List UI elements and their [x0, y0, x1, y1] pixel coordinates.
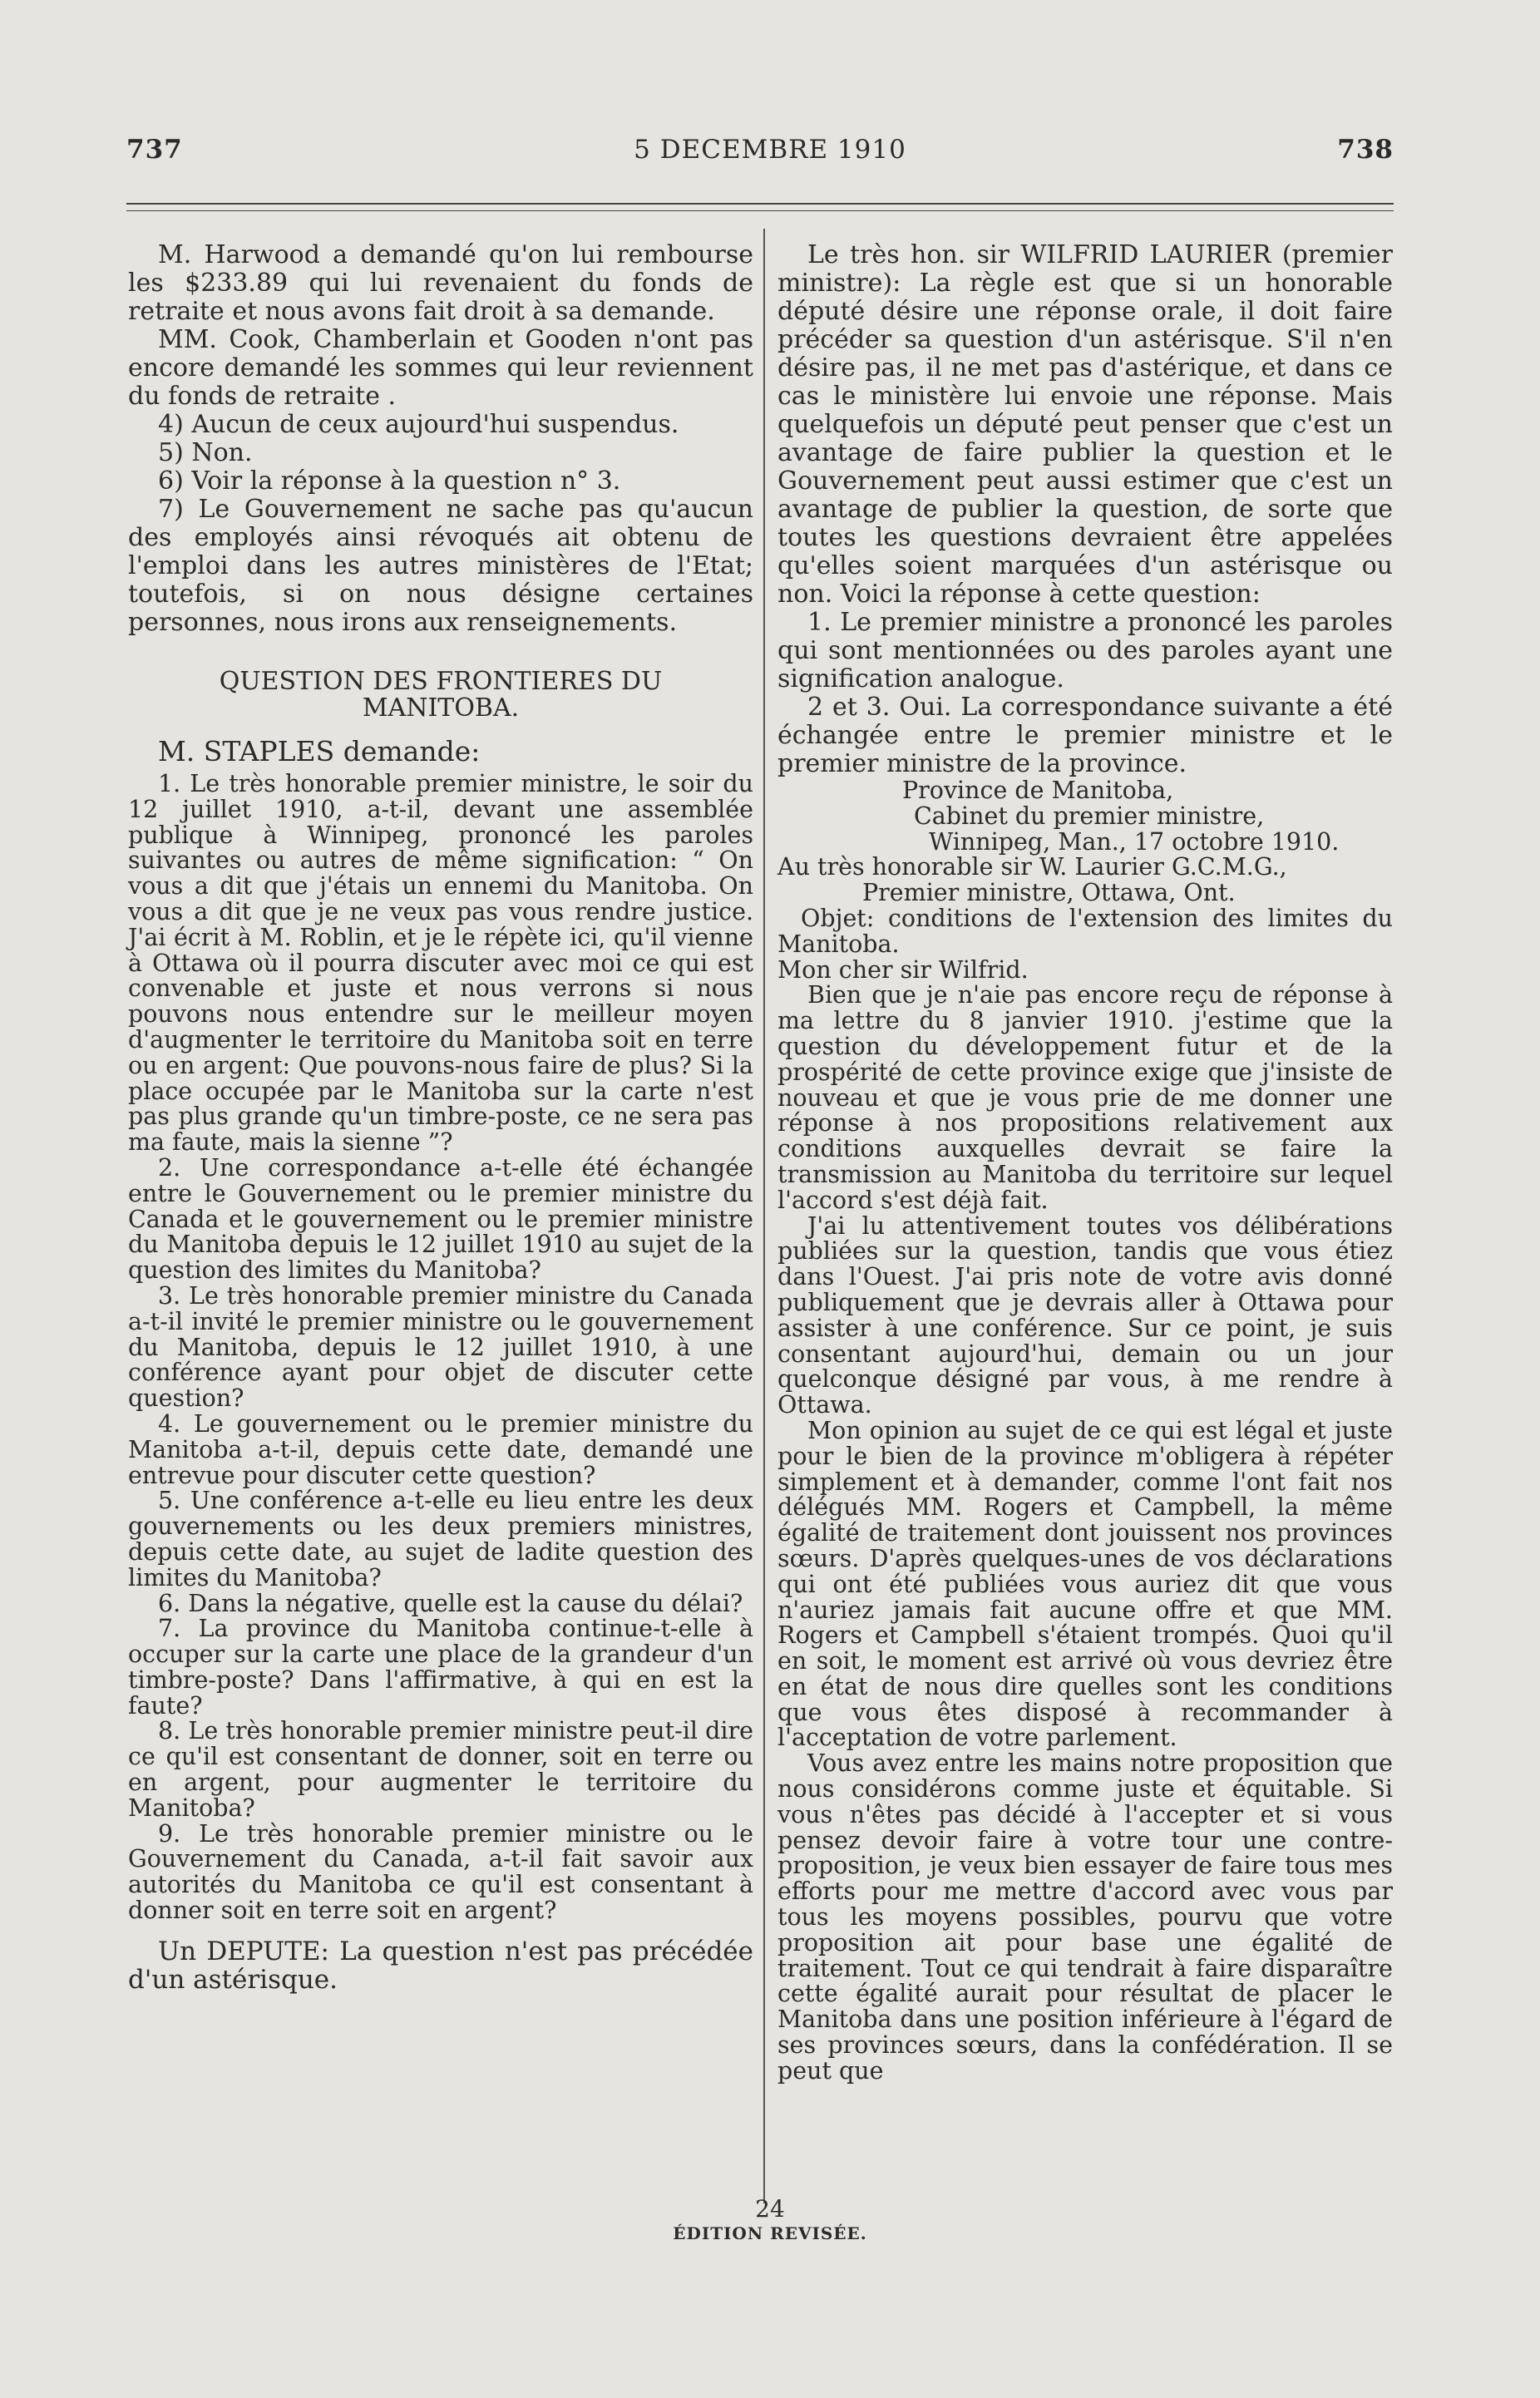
left-page-number: 737 — [126, 135, 183, 165]
question-asker: M. STAPLES demande: — [158, 735, 481, 767]
question-item: 2. Une correspondance a-t-elle été échangée entre le Gouvernement ou le premier ministre du Canada et le gouvernement ou le premier ministre du Manitoba depuis le 12 juillet 1910 au sujet de la question des limites du Manitoba? — [128, 1153, 753, 1285]
letter-address: Winnipeg, Man., 17 octobre 1910. — [929, 827, 1340, 856]
page-date: 5 DECEMBRE 1910 — [634, 135, 906, 165]
question-item: 9. Le très honorable premier ministre ou le Gouvernement du Canada, a-t-il fait savoir aux autorités du Manitoba ce qu'il est consentant à donner soit en terre soit en argent? — [128, 1819, 753, 1925]
question-item: 3. Le très honorable premier ministre du Canada a-t-il invité le premier ministre ou le gouvernement du Manitoba, depuis le 12 juillet 1910, à une conférence ayant pour objet de discuter cette question? — [128, 1281, 753, 1413]
column-divider — [763, 229, 765, 2203]
letter-recipient: Premier ministre, Ottawa, Ont. — [862, 879, 1236, 907]
paragraph: 1. Le premier ministre a prononcé les paroles qui sont mentionnées ou des paroles ayant une signification analogue. — [777, 608, 1393, 693]
letter-paragraph: Vous avez entre les mains notre proposition que nous considérons comme juste et équitable. Si vous n'êtes pas décidé à l'accepter et si vous pensez devoir faire à votre tour une contre-proposition, je veux bien essayer de faire tous mes efforts pour me mettre d'accord avec vous par tous les moyens possibles, pourvu que votre proposition ait pour base une égalité de traitement. Tout ce qui tendrait à faire disparaître cette égalité aurait pour résultat de placer le Manitoba dans une position inférieure à l'égard de ses provinces sœurs, dans la confédération. Il se peut que — [777, 1749, 1393, 2085]
paragraph: 7) Le Gouvernement ne sache pas qu'aucun des employés ainsi révoqués ait obtenu de l'emploi dans les autres ministères de l'Etat; toutefois, si on nous désigne certaines personnes, nous irons aux renseignements. — [128, 495, 753, 637]
letter-address: Cabinet du premier ministre, — [914, 802, 1265, 830]
right-column — [777, 241, 1393, 2085]
signature-mark: 24 — [755, 2195, 785, 2223]
question-list — [128, 772, 753, 1924]
edition-note: ÉDITION REVISÉE. — [673, 2223, 867, 2243]
paragraph: 5) Non. — [158, 438, 253, 467]
question-item: 7. La province du Manitoba continue-t-elle à occuper sur la carte une place de la grandeur d'un timbre-poste? Dans l'affirmative, à qui en est la faute? — [128, 1615, 753, 1720]
letter-paragraph: Bien que je n'aie pas encore reçu de réponse à ma lettre du 8 janvier 1910. j'estime que la question du développement futur et de la prospérité de cette province exige que j'insiste de nouveau et que je vous prie de me donner une réponse à nos propositions relativement aux conditions auxquelles devrait se faire la transmission au Manitoba du territoire sur lequel l'accord s'est déjà fait. — [777, 981, 1393, 1214]
paragraph: MM. Cook, Chamberlain et Gooden n'ont pas encore demandé les sommes qui leur reviennent du fonds de retraite . — [128, 325, 753, 411]
letter — [777, 778, 1393, 2085]
question-item: 5. Une conférence a-t-elle eu lieu entre les deux gouvernements ou les deux premiers ministres, depuis cette date, au sujet de ladite question des limites du Manitoba? — [128, 1487, 753, 1591]
letter-address: Province de Manitoba, — [902, 777, 1174, 804]
left-column — [128, 241, 753, 1994]
letter-paragraph: Mon opinion au sujet de ce qui est légal et juste pour le bien de la province m'obligera à répéter simplement et à demander, comme l'ont fait nos délégués MM. Rogers et Campbell, la même égalité de traitement dont jouissent nos provinces sœurs. D'après quelques-unes de vos déclarations qui ont été publiées vous auriez dit que vous n'auriez jamais fait aucune offre et que MM. Rogers et Campbell s'étaient trompés. Quoi qu'il en soit, le moment est arrivé où vous devriez être en état de nous dire quelles sont les conditions que vous êtes disposé à recommander à l'acceptation de votre parlement. — [777, 1416, 1393, 1752]
header-rule-top — [126, 203, 1394, 205]
answer-intro — [777, 241, 1393, 778]
paragraph: 6) Voir la réponse à la question n° 3. — [158, 466, 621, 496]
question-item: 4. Le gouvernement ou le premier ministre du Manitoba a-t-il, depuis cette date, demandé une entrevue pour discuter cette question? — [128, 1409, 753, 1489]
header-rule-bottom — [126, 210, 1394, 211]
paragraph: 2 et 3. Oui. La correspondance suivante a été échangée entre le premier ministre et le premier ministre de la province. — [777, 693, 1393, 778]
paragraph: M. Harwood a demandé qu'on lui rembourse les $233.89 qui lui revenaient du fonds de retraite et nous avons fait droit à sa demande. — [128, 240, 753, 326]
answer-continued — [128, 241, 753, 637]
letter-subject: Objet: conditions de l'extension des limites du Manitoba. — [777, 904, 1393, 958]
member-remark: Un DEPUTE: La question n'est pas précédée d'un astérisque. — [128, 1936, 753, 1995]
right-page-number: 738 — [1337, 135, 1394, 165]
question-item: 1. Le très honorable premier ministre, le soir du 12 juillet 1910, a-t-il, devant une assemblée publique à Winnipeg, prononcé les paroles suivantes ou autres de même signification: “ On vous a dit que j'étais un ennemi du Manitoba. On vous a dit que je ne veux pas vous rendre justice. J'ai écrit à M. Roblin, et je le répète ici, qu'il vienne à Ottawa où il pourra discuter avec moi ce qui est convenable et juste et nous verrons si nous pouvons nous entendre sur le meilleur moyen d'augmenter le territoire du Manitoba soit en terre ou en argent: Que pouvons-nous faire de plus? Si la place occupée par le Manitoba sur la carte n'est pas plus grande qu'un timbre-poste, ce ne sera pas ma faute, mais la sienne ”? — [128, 770, 753, 1157]
letter-paragraph: J'ai lu attentivement toutes vos délibérations publiées sur la question, tandis que vous étiez dans l'Ouest. J'ai pris note de votre avis donné publiquement que je devrais aller à Ottawa pour assister à une conférence. Sur ce point, je suis consentant aujourd'hui, demain ou un jour quelconque désigné par vous, à me rendre à Ottawa. — [777, 1211, 1393, 1419]
question-item: 8. Le très honorable premier ministre peut-il dire ce qu'il est consentant de donner, soit en terre ou en argent, pour augmenter le territoire du Manitoba? — [128, 1717, 753, 1822]
section-heading: QUESTION DES FRONTIERES DU MANITOBA. — [219, 667, 663, 723]
letter-recipient: Au très honorable sir W. Laurier G.C.M.G., — [777, 853, 1287, 881]
letter-salutation: Mon cher sir Wilfrid. — [777, 955, 1029, 984]
paragraph: 4) Aucun de ceux aujourd'hui suspendus. — [158, 410, 679, 439]
paragraph: Le très hon. sir WILFRID LAURIER (premier ministre): La règle est que si un honorable député désire une réponse orale, il doit faire précéder sa question d'un astérisque. S'il n'en désire pas, il ne met pas d'astérique, et dans ce cas le ministère lui envoie une réponse. Mais quelquefois un député peut penser que c'est un avantage de faire publier la question et le Gouvernement peut aussi estimer que c'est un avantage de publier la question, de sorte que toutes les questions devraient être appelées qu'elles soient marquées d'un astérisque ou non. Voici la réponse à cette question: — [777, 240, 1393, 609]
question-item: 6. Dans la négative, quelle est la cause du délai? — [158, 1589, 743, 1617]
